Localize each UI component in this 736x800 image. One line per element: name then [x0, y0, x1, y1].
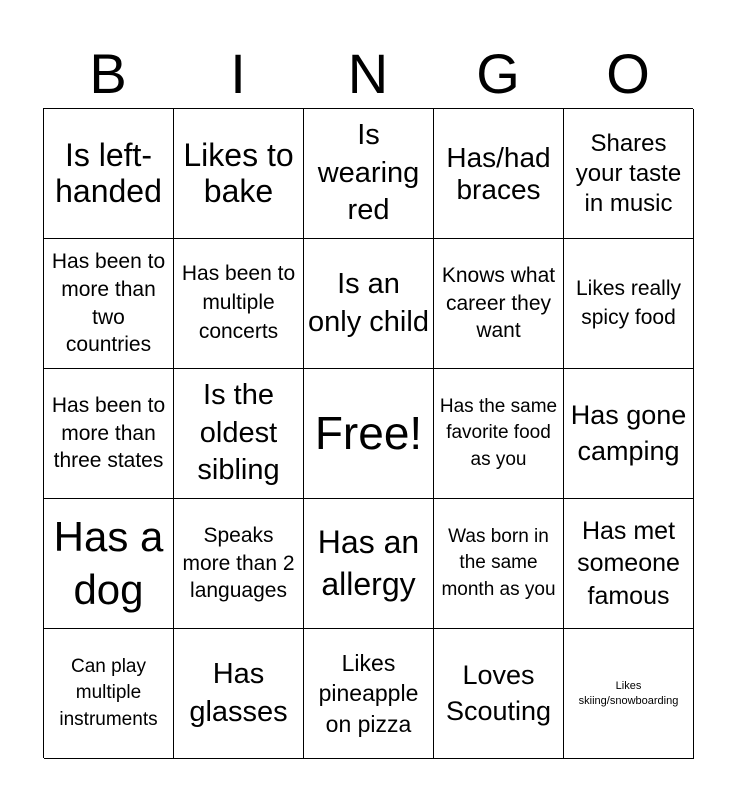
cell-text: Is wearing red: [317, 118, 420, 227]
bingo-cell[interactable]: [174, 629, 304, 759]
cell-text: Shares your taste in music: [575, 129, 682, 217]
bingo-cell[interactable]: [564, 239, 694, 369]
bingo-grid: [43, 108, 693, 758]
bingo-cell[interactable]: [304, 109, 434, 239]
bingo-header: [43, 40, 693, 108]
cell-text: Loves Scouting: [445, 660, 552, 726]
bingo-cell[interactable]: [174, 109, 304, 239]
bingo-cell[interactable]: [434, 109, 564, 239]
cell-text: Likes really spicy food: [575, 276, 682, 329]
cell-text: Has the same favorite food as you: [439, 396, 558, 470]
bingo-cell[interactable]: [44, 369, 174, 499]
cell-text: Was born in the same month as you: [441, 526, 556, 600]
cell-text: Can play multiple instruments: [59, 656, 158, 730]
bingo-cell[interactable]: [434, 499, 564, 629]
bingo-cell[interactable]: [174, 369, 304, 499]
header-letter-n: N: [347, 42, 389, 105]
cell-text: Is left-handed: [55, 136, 162, 209]
cell-text: Speaks more than 2 languages: [182, 523, 295, 603]
bingo-cell[interactable]: [44, 109, 174, 239]
cell-text: Is an only child: [308, 267, 429, 338]
cell-text: Free!: [314, 406, 423, 459]
bingo-cell[interactable]: [304, 499, 434, 629]
bingo-cell[interactable]: [304, 629, 434, 759]
bingo-cell[interactable]: [564, 109, 694, 239]
bingo-cell[interactable]: [564, 499, 694, 629]
cell-text: Likes to bake: [183, 136, 294, 209]
cell-text: Has met someone famous: [577, 516, 680, 610]
cell-text: Has glasses: [189, 657, 288, 728]
cell-text: Is the oldest sibling: [197, 378, 280, 487]
bingo-cell[interactable]: [564, 629, 694, 759]
bingo-cell[interactable]: [174, 239, 304, 369]
cell-text: Has been to more than two countries: [51, 249, 166, 357]
cell-text: Likes skiing/snowboarding: [578, 680, 679, 707]
bingo-cell[interactable]: [434, 629, 564, 759]
cell-text: Likes pineapple on pizza: [318, 649, 419, 737]
header-letter-o: O: [606, 42, 650, 105]
bingo-cell[interactable]: [434, 369, 564, 499]
header-letter-g: G: [476, 42, 520, 105]
free-space-cell[interactable]: [304, 369, 434, 499]
bingo-cell[interactable]: [174, 499, 304, 629]
cell-text: Has gone camping: [570, 400, 687, 466]
cell-text: Has an allergy: [317, 523, 420, 602]
header-letter-b: B: [89, 42, 127, 105]
bingo-cell[interactable]: [44, 499, 174, 629]
cell-text: Has been to multiple concerts: [181, 262, 296, 343]
bingo-cell[interactable]: [434, 239, 564, 369]
bingo-cell[interactable]: [304, 239, 434, 369]
cell-text: Has been to more than three states: [51, 393, 166, 473]
cell-text: Knows what career they want: [441, 263, 556, 343]
bingo-cell[interactable]: [44, 239, 174, 369]
cell-text: Has a dog: [53, 513, 164, 613]
header-letter-i: I: [230, 42, 246, 105]
bingo-cell[interactable]: [44, 629, 174, 759]
cell-text: Has/had braces: [446, 142, 551, 205]
bingo-cell[interactable]: [564, 369, 694, 499]
